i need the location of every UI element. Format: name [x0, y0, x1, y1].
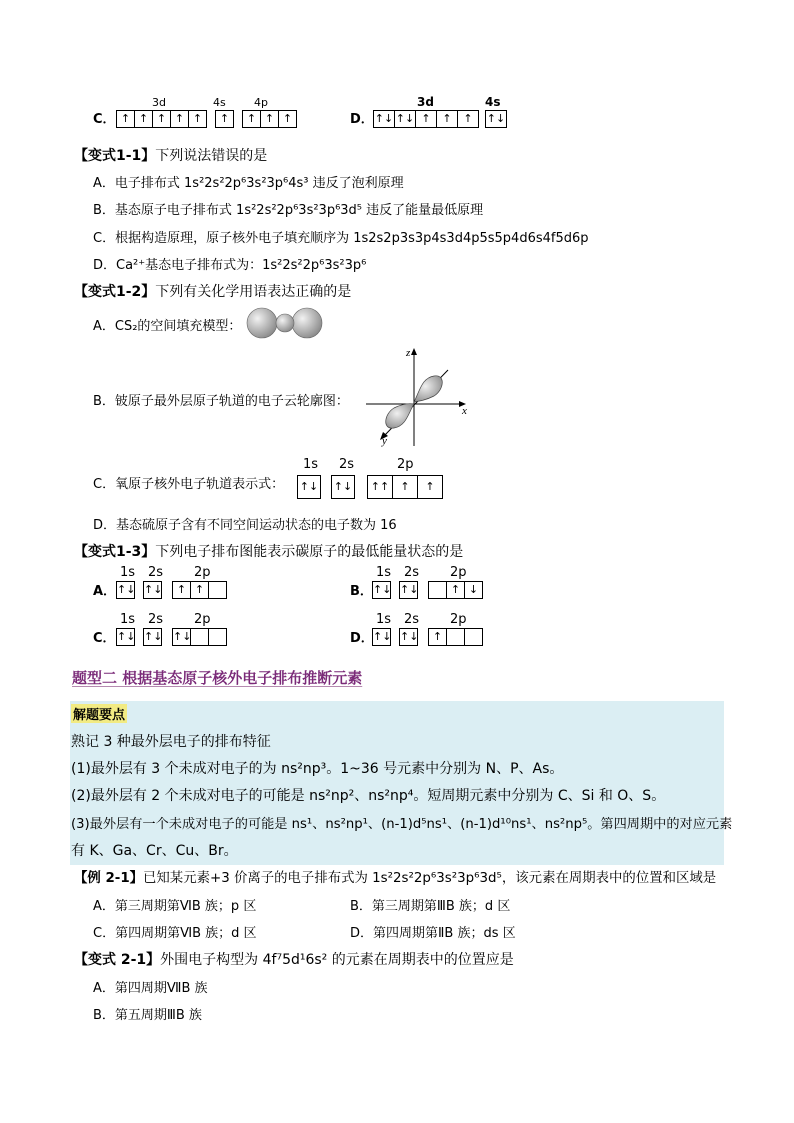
q1-1-option-d: D．Ca²⁺基态电子排布式为：1s²2s²2p⁶3s²3p⁶ [93, 258, 367, 273]
q1-2-option-c: C．氧原子核外电子轨道表示式： [93, 477, 285, 492]
orbital-label-4s: 4s [213, 96, 226, 109]
orbital-box-group-4s: ↑ [215, 110, 234, 128]
question-1-2-stem: 【变式1-2】下列有关化学用语表达正确的是 [74, 284, 352, 300]
orbital-label-3d: 3d [417, 95, 434, 109]
orbital-label-3d: 3d [152, 96, 166, 109]
q1-3-option-c-label: C． [93, 631, 116, 646]
orbital-label-4s: 4s [485, 95, 501, 109]
ex2-1-option-a: A．第三周期第ⅥB 族；p 区 [93, 899, 257, 914]
option-c-label: C． [93, 112, 116, 127]
q1-1-option-c: C．根据构造原理，原子核外电子填充顺序为 1s2s2p3s3p4s3d4p5s5p4d6s4f5d6p [93, 231, 589, 246]
y-axis-label: y [382, 435, 387, 447]
cs2-space-filling-model-icon [245, 305, 325, 341]
q1-2-option-b: B．铍原子最外层原子轨道的电子云轮廓图： [93, 394, 349, 409]
v2-1-option-a: A．第四周期ⅦB 族 [93, 981, 208, 996]
q1-3-option-a-label: A． [93, 584, 117, 599]
key-point-2: (2)最外层有 2 个未成对电子的可能是 ns²np²、ns²np⁴。短周期元素中分别为 C、Si 和 O、S。 [71, 788, 666, 804]
q1-3-option-a-diagram: 1s 2s 2p ↑↓ ↑↓ ↑ ↑ [116, 565, 227, 599]
question-1-1-stem: 【变式1-1】下列说法错误的是 [74, 148, 268, 164]
orbital-label-2s: 2s [339, 457, 355, 472]
ex2-1-option-d: D．第四周期第ⅡB 族；ds 区 [350, 926, 516, 941]
q1-3-option-c-diagram: 1s 2s 2p ↑↓ ↑↓ ↑↓ [116, 612, 227, 646]
x-axis-label: x [462, 405, 467, 417]
q1-2-option-d: D．基态硫原子含有不同空间运动状态的电子数为 16 [93, 518, 397, 533]
section-title: 题型二 根据基态原子核外电子排布推断元素 [72, 669, 363, 687]
orbital-box-group-4p: ↑ ↑ ↑ [242, 110, 297, 128]
oxygen-orbital-diagram: 1s 2s 2p ↑↓ ↑↓ ↑↑ ↑ ↑ [297, 457, 443, 499]
orbital-label-2p: 2p [397, 457, 414, 472]
be-orbital-contour-icon [362, 340, 474, 450]
q1-3-option-b-label: B． [350, 584, 373, 599]
key-points-title: 解题要点 [71, 704, 127, 723]
question-1-3-stem: 【变式1-3】下列电子排布图能表示碳原子的最低能量状态的是 [74, 544, 464, 560]
key-point-1: (1)最外层有 3 个未成对电子的为 ns²np³。1~36 号元素中分别为 N、P、As。 [71, 761, 564, 777]
q1-1-option-b: B．基态原子电子排布式 1s²2s²2p⁶3s²3p⁶3d⁵ 违反了能量最低原理 [93, 203, 484, 218]
option-d-orbital-diagram [373, 95, 507, 128]
ex2-1-option-c: C．第四周期第ⅥB 族；d 区 [93, 926, 257, 941]
orbital-box-group-3d: ↑↓ ↑↓ ↑ ↑ ↑ [373, 110, 479, 128]
option-c-orbital-diagram [116, 96, 297, 128]
q1-2-option-a: A．CS₂的空间填充模型： [93, 319, 242, 334]
key-points-intro: 熟记 3 种最外层电子的排布特征 [71, 734, 271, 750]
q1-3-option-d-diagram: 1s 2s 2p ↑↓ ↑↓ ↑ [372, 612, 483, 646]
orbital-label-4p: 4p [254, 96, 268, 109]
q1-1-option-a: A．电子排布式 1s²2s²2p⁶3s²3p⁶4s³ 违反了泡利原理 [93, 176, 404, 191]
variant-2-1-stem: 【变式 2-1】外围电子构型为 4f⁷5d¹6s² 的元素在周期表中的位置应是 [74, 952, 514, 968]
option-d-label: D． [350, 112, 374, 127]
v2-1-option-b: B．第五周期ⅢB 族 [93, 1008, 202, 1023]
q1-3-option-b-diagram: 1s 2s 2p ↑↓ ↑↓ ↑ ↓ [372, 565, 483, 599]
orbital-box-group-3d: ↑ ↑ ↑ ↑ ↑ [116, 110, 207, 128]
z-axis-label: z [406, 347, 411, 359]
key-point-3: (3)最外层有一个未成对电子的可能是 ns¹、ns²np¹、(n-1)d⁵ns¹、(n-1)d¹⁰ns¹、ns²np⁵。第四周期中的对应元素 [71, 817, 733, 832]
ex2-1-option-b: B．第三周期第ⅢB 族；d 区 [350, 899, 511, 914]
q1-3-option-d-label: D． [350, 631, 374, 646]
orbital-label-1s: 1s [303, 457, 319, 472]
key-point-3-cont: 有 K、Ga、Cr、Cu、Br。 [71, 843, 238, 859]
orbital-box-group-4s: ↑↓ [485, 110, 507, 128]
example-2-1-stem: 【例 2-1】已知某元素+3 价离子的电子排布式为 1s²2s²2p⁶3s²3p⁶3d⁵，该元素在周期表中的位置和区域是 [74, 871, 717, 886]
